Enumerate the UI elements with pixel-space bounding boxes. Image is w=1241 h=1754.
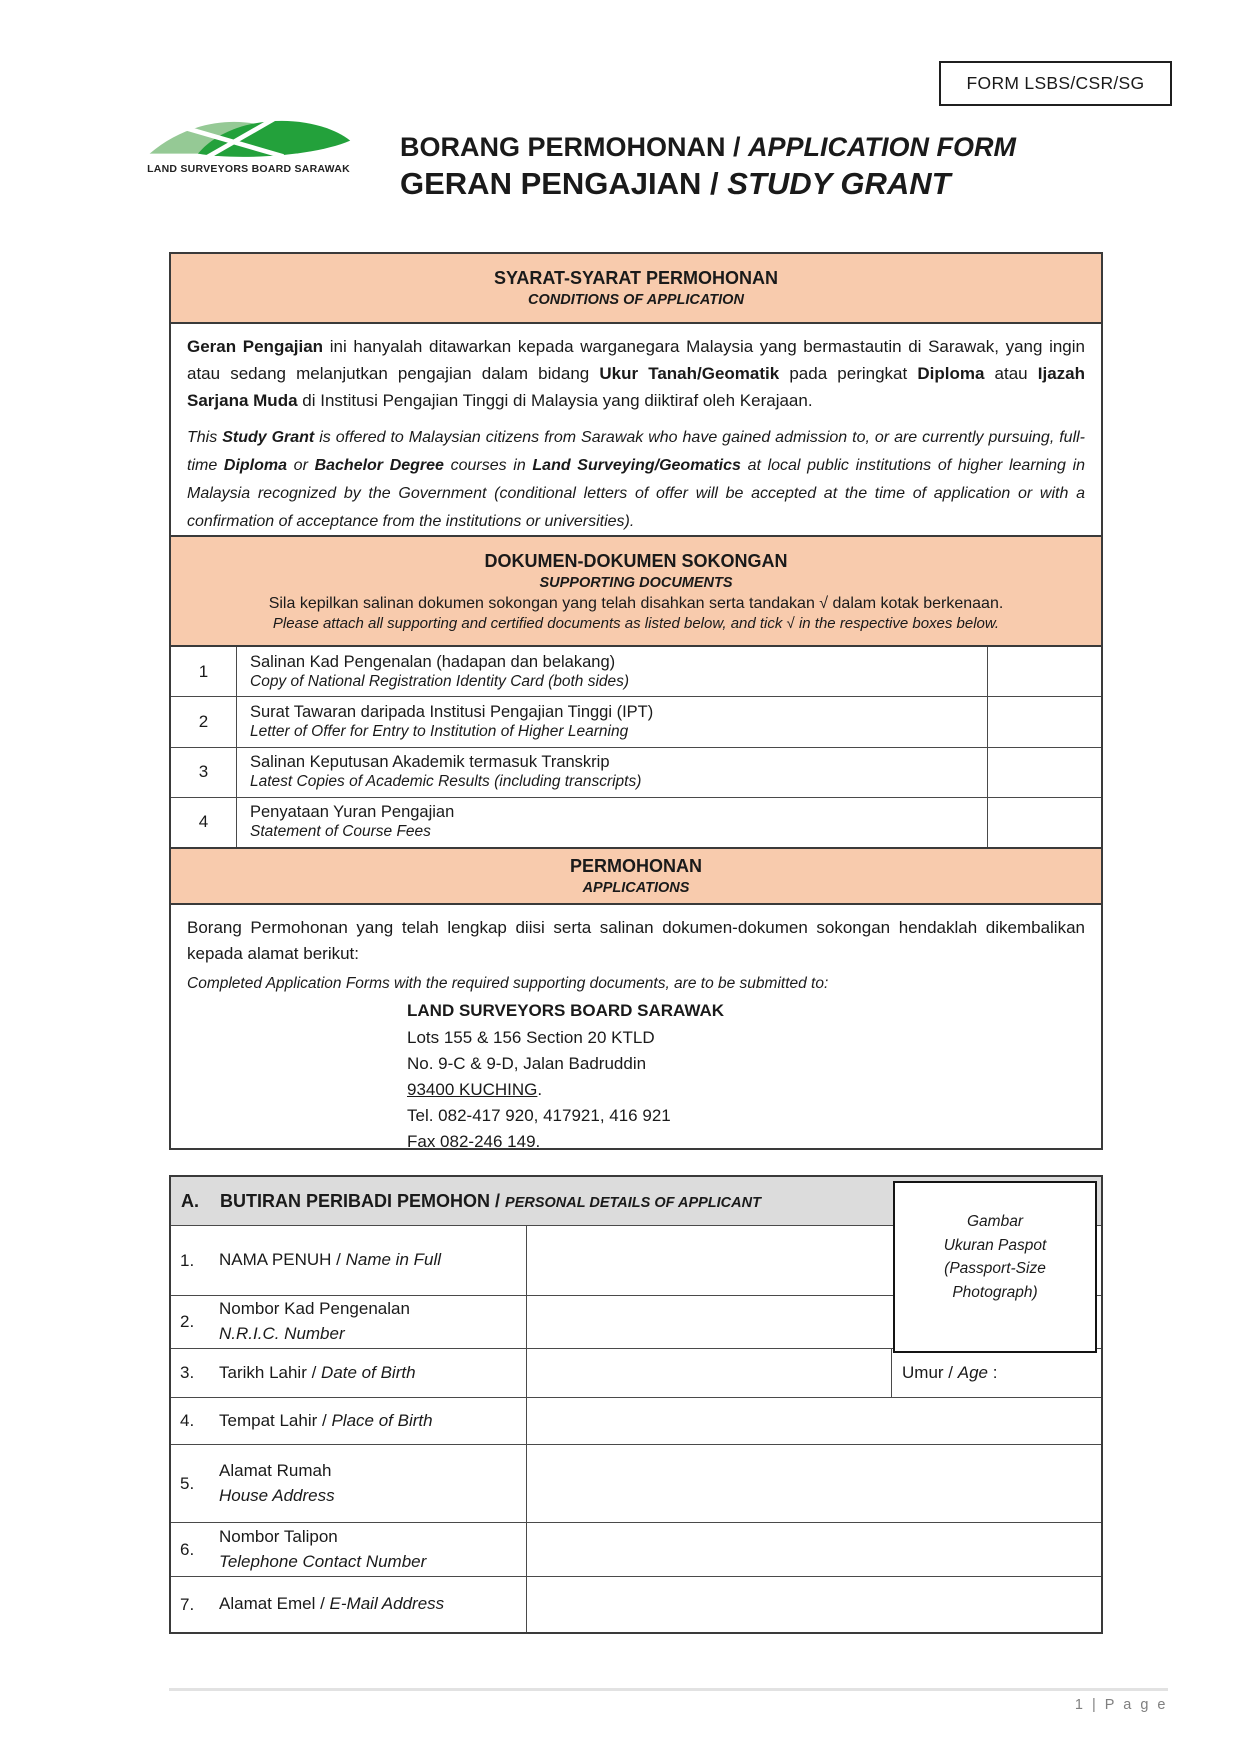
title-separator: / — [725, 132, 749, 162]
address-city-line — [407, 1077, 1085, 1103]
land-surveyors-logo-icon — [140, 110, 358, 162]
address-city: 93400 KUCHING — [407, 1080, 538, 1099]
address-line-2: No. 9-C & 9-D, Jalan Badruddin — [407, 1053, 647, 1073]
personal-detail-row — [171, 1576, 1101, 1632]
detail-number: 4. — [180, 1411, 195, 1430]
detail-input-cell[interactable] — [527, 1445, 1101, 1522]
detail-label-my: Tarikh Lahir — [219, 1362, 307, 1382]
document-name-my: Surat Tawaran daripada Institusi Pengajian Tinggi (IPT) — [250, 702, 654, 721]
detail-label — [219, 1410, 526, 1433]
detail-label-en: Place of Birth — [331, 1410, 433, 1430]
document-number: 1 — [171, 647, 237, 696]
personal-detail-row — [171, 1444, 1101, 1522]
detail-number: 1. — [180, 1250, 195, 1270]
document-tick-box[interactable] — [987, 697, 1101, 746]
logo — [136, 110, 361, 175]
address-line-1: Lots 155 & 156 Section 20 KTLD — [407, 1027, 655, 1047]
detail-label-en: Date of Birth — [321, 1362, 416, 1382]
documents-heading-en: SUPPORTING DOCUMENTS — [539, 574, 733, 591]
photo-box-line-3: (Passport-Size — [944, 1260, 1046, 1278]
title-line-1 — [400, 132, 1016, 163]
document-name-my: Penyataan Yuran Pengajian — [250, 803, 455, 822]
conditions-heading-en: CONDITIONS OF APPLICATION — [528, 292, 744, 308]
page-number: 1 | P a g e — [1074, 1697, 1168, 1713]
personal-detail-row — [171, 1522, 1101, 1576]
applications-paragraph-en: Completed Application Forms with the required supporting documents, are to be submitted to: — [187, 974, 829, 992]
detail-label-my: Nombor Talipon — [219, 1526, 338, 1546]
address-telephone: Tel. 082-417 920, 417921, 416 921 — [407, 1106, 671, 1126]
title-line-2 — [400, 166, 1016, 202]
detail-label-en: Name in Full — [345, 1250, 442, 1270]
detail-number: 6. — [180, 1539, 195, 1559]
section-a-title-my: BUTIRAN PERIBADI PEMOHON — [220, 1190, 491, 1211]
detail-label — [219, 1460, 526, 1508]
document-description — [237, 748, 987, 797]
applications-heading-my: PERMOHONAN — [569, 856, 702, 876]
page-footer — [169, 1688, 1168, 1713]
applications-body — [171, 903, 1101, 1148]
detail-label-cell — [171, 1577, 527, 1632]
document-number: 2 — [171, 697, 237, 746]
age-label — [902, 1363, 997, 1383]
document-row — [171, 747, 1101, 797]
footer-divider — [169, 1688, 1168, 1691]
age-label-my: Umur — [902, 1363, 944, 1382]
form-code-label: FORM LSBS/CSR/SG — [966, 73, 1145, 93]
address-city-period: . — [537, 1080, 543, 1099]
documents-heading-my: DOKUMEN-DOKUMEN SOKONGAN — [484, 550, 788, 571]
detail-label-cell — [171, 1296, 527, 1348]
document-row — [171, 647, 1101, 696]
detail-number: 3. — [180, 1363, 195, 1382]
detail-number: 7. — [180, 1594, 195, 1614]
title-separator: / — [701, 166, 728, 201]
photo-box-line-4: Photograph) — [952, 1283, 1038, 1301]
section-a-title-en: PERSONAL DETAILS OF APPLICANT — [505, 1194, 761, 1211]
documents-note-my: Sila kepilkan salinan dokumen sokongan yang telah disahkan serta tandakan √ dalam kotak berkenaan. — [268, 594, 1004, 612]
documents-note-en: Please attach all supporting and certified documents as listed below, and tick √ in the respective boxes below. — [272, 614, 1000, 632]
document-name-my: Salinan Kad Pengenalan (hadapan dan belakang) — [250, 652, 616, 671]
applications-header — [171, 847, 1101, 903]
form-code-box — [939, 61, 1172, 106]
detail-label-cell — [171, 1398, 527, 1444]
detail-label-cell — [171, 1226, 527, 1295]
section-a-title-separator: / — [490, 1190, 506, 1211]
document-row — [171, 797, 1101, 847]
detail-number: 5. — [180, 1473, 195, 1493]
conditions-paragraph-en: This Study Grant is offered to Malaysian citizens from Sarawak who have gained admission to, or are currently pursuing, full-time Diploma or Bachelor Degree courses in Land Surveying/Geomatics at local public institutions of higher learning in Malaysia recognized by the Government (conditional letters of offer will be accepted at the time of application or with a confirmation of acceptance from the institutions or universities). — [187, 428, 1086, 531]
detail-label-separator: / — [315, 1594, 330, 1614]
detail-number: 2. — [180, 1312, 195, 1331]
detail-label — [219, 1298, 526, 1346]
document-number: 4 — [171, 798, 237, 847]
document-tick-box[interactable] — [987, 798, 1101, 847]
applications-heading-en: APPLICATIONS — [582, 880, 690, 896]
detail-label-my: Alamat Rumah — [219, 1460, 332, 1480]
document-number: 3 — [171, 748, 237, 797]
detail-label-separator: / — [306, 1362, 322, 1382]
detail-label-cell — [171, 1445, 527, 1522]
photo-box-line-1: Gambar — [967, 1213, 1023, 1230]
form-title — [400, 132, 1016, 202]
detail-label-separator: / — [331, 1250, 346, 1270]
detail-label-en: Telephone Contact Number — [219, 1551, 427, 1571]
document-tick-box[interactable] — [987, 647, 1101, 696]
age-label-en: Age — [957, 1363, 988, 1382]
detail-label — [219, 1526, 526, 1574]
conditions-heading-my: SYARAT-SYARAT PERMOHONAN — [493, 268, 779, 288]
address-fax: Fax 082-246 149. — [407, 1132, 541, 1148]
detail-input-cell[interactable] — [527, 1349, 892, 1397]
detail-input-cell[interactable] — [527, 1577, 1101, 1632]
detail-label-cell — [171, 1523, 527, 1576]
title-line-2-my: GERAN PENGAJIAN — [400, 166, 702, 201]
document-name-en: Copy of National Registration Identity Card (both sides) — [250, 672, 630, 690]
document-description — [237, 647, 987, 696]
submission-address — [407, 998, 1085, 1148]
detail-label-my: Alamat Emel — [219, 1594, 316, 1614]
applications-paragraph-my: Borang Permohonan yang telah lengkap diisi serta salinan dokumen-dokumen sokongan hendaklah dikembalikan kepada alamat berikut: — [187, 918, 1085, 964]
conditions-header — [171, 254, 1101, 322]
detail-label — [219, 1249, 526, 1272]
title-line-1-my: BORANG PERMOHONAN — [400, 132, 726, 162]
detail-label-en: House Address — [219, 1485, 335, 1505]
detail-label-en: E-Mail Address — [329, 1594, 445, 1614]
document-tick-box[interactable] — [987, 748, 1101, 797]
document-name-en: Statement of Course Fees — [250, 823, 431, 841]
document-description — [237, 798, 987, 847]
detail-label-my: Nombor Kad Pengenalan — [219, 1299, 410, 1319]
conditions-body — [171, 322, 1101, 535]
documents-checklist — [171, 645, 1101, 847]
detail-label — [219, 1362, 526, 1385]
conditions-paragraph-my: Geran Pengajian ini hanyalah ditawarkan kepada warganegara Malaysia yang bermastautin di Sarawak, yang ingin atau sedang melanjutkan pengajian dalam bidang Ukur Tanah/Geomatik pada peringkat Diploma atau Ijazah Sarjana Muda di Institusi Pengajian Tinggi di Malaysia yang diiktiraf oleh Kerajaan. — [187, 337, 1085, 410]
address-organisation: LAND SURVEYORS BOARD SARAWAK — [407, 1001, 725, 1021]
document-row — [171, 696, 1101, 746]
form-info-box — [169, 252, 1103, 1150]
section-a-letter: A. — [181, 1190, 199, 1211]
detail-label-cell — [171, 1349, 527, 1397]
supporting-documents-header — [171, 535, 1101, 645]
age-label-colon: : — [987, 1363, 998, 1382]
detail-input-cell[interactable] — [527, 1398, 1101, 1444]
photo-box-line-2: Ukuran Paspot — [943, 1236, 1047, 1254]
document-name-my: Salinan Keputusan Akademik termasuk Transkrip — [250, 753, 610, 772]
document-name-en: Latest Copies of Academic Results (including transcripts) — [250, 773, 642, 791]
detail-label-my: Tempat Lahir — [219, 1410, 318, 1430]
section-a-personal-details — [169, 1175, 1103, 1634]
detail-label — [219, 1593, 526, 1616]
document-name-en: Letter of Offer for Entry to Institution of Higher Learning — [250, 722, 629, 740]
personal-detail-row — [171, 1397, 1101, 1444]
passport-photo-box — [893, 1181, 1097, 1353]
detail-label-my: NAMA PENUH — [219, 1250, 332, 1270]
personal-detail-row — [171, 1348, 1101, 1397]
detail-input-cell[interactable] — [527, 1523, 1101, 1576]
logo-caption: LAND SURVEYORS BOARD SARAWAK — [147, 163, 350, 175]
detail-label-en: N.R.I.C. Number — [219, 1324, 345, 1343]
document-description — [237, 697, 987, 746]
detail-label-separator: / — [317, 1410, 332, 1430]
age-field-cell[interactable] — [892, 1349, 1101, 1397]
age-label-separator: / — [943, 1363, 958, 1382]
section-a-title — [220, 1191, 761, 1212]
title-line-1-en: APPLICATION FORM — [748, 132, 1017, 162]
title-line-2-en: STUDY GRANT — [727, 166, 951, 201]
